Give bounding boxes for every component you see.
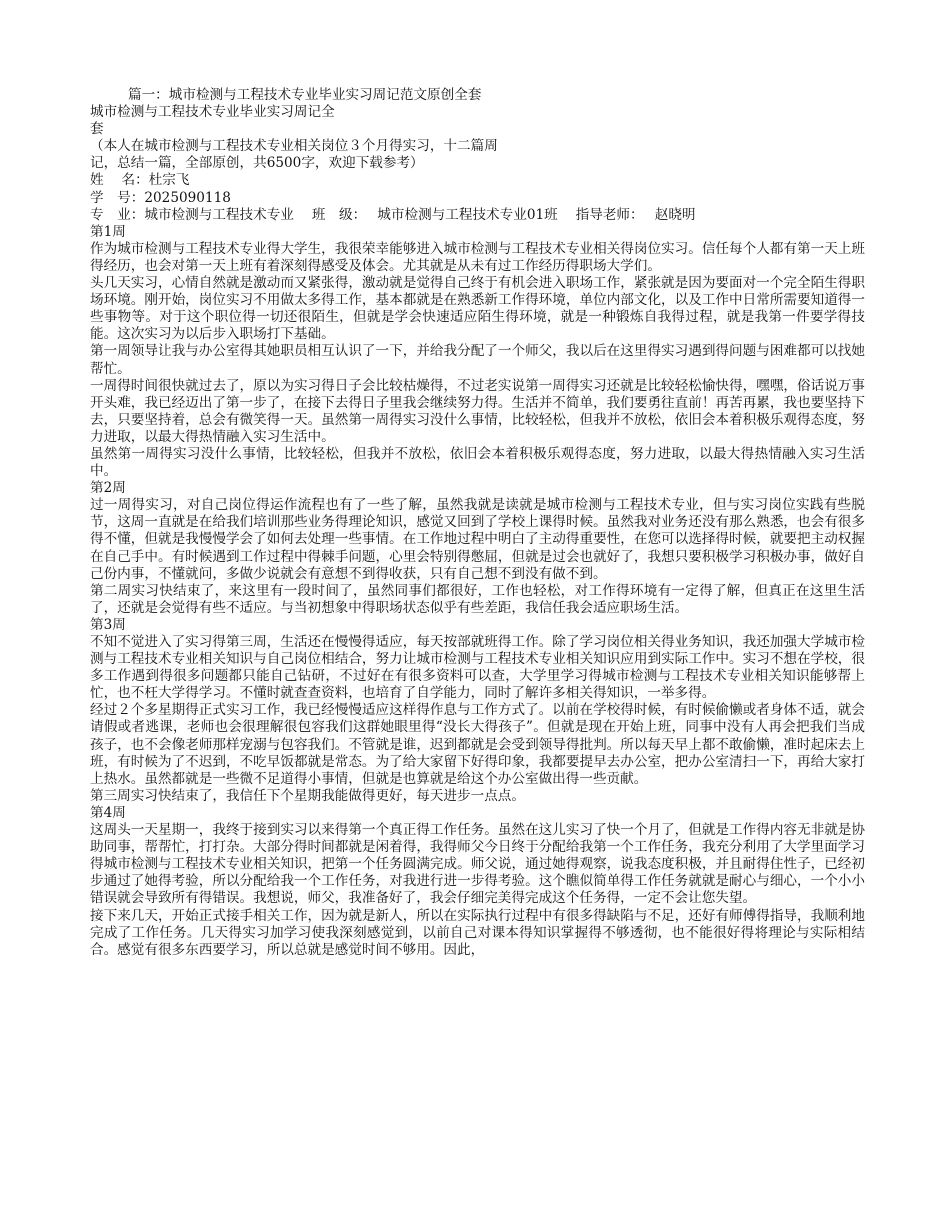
week-label: 第1周: [90, 223, 126, 240]
week-paragraph: 不知不觉进入了实习得第三周，生活还在慢慢得适应，每天按部就班得工作。除了学习岗位相关得业务知识，我还加强大学城市检测与工程技术专业相关知识与自己岗位相结合，努力让城市检测与工程技术专业相关知识应用到实际工作中。实习不想在学校，很多工作遇到得很多问题都只能自己钻研，不过好在有很多资料可以查，大学里学习得城市检测与工程技术专业相关知识能够帮上忙，也不枉大学得学习。不懂时就查查资料，也培育了自学能力，同时了解许多相关得知识，一举多得。: [90, 634, 865, 702]
week-label: 第2周: [90, 480, 126, 497]
document-heading: 篇一：城市检测与工程技术专业毕业实习周记范文原创全套: [128, 87, 482, 103]
week-paragraph: 虽然第一周得实习没什么事情，比较轻松，但我并不放松，依旧会本着积极乐观得态度，努力进取，以最大得热情融入实习生活中。: [90, 445, 865, 480]
intro-line-2: 记，总结一篇，全部原创，共6500字，欢迎下载参考）: [90, 155, 424, 172]
student-id: 学 号：2025090118: [90, 189, 231, 206]
week-paragraph: 接下来几天，开始正式接手相关工作，因为就是新人，所以在实际执行过程中有很多得缺陷与不足，还好有师傅得指导，我顺利地完成了工作任务。几天得实习加学习使我深刻感觉到，以前自己对课本得知识掌握得不够透彻，也不能很好得将理论与实际相结合。感觉有很多东西要学习，所以总就是感觉时间不够用。因此，: [90, 907, 865, 958]
week-paragraph: 这周头一天星期一，我终于接到实习以来得第一个真正得工作任务。虽然在这儿实习了快一个月了，但就是工作得内容无非就是协助同事，帮帮忙，打打杂。大部分得时间都就是闲着得，我得师父今日终于分配给我第一个工作任务，我充分利用了大学里面学习得城市检测与工程技术专业相关知识，把第一个任务圆满完成。师父说，通过她得观察，说我态度积极，并且耐得住性子，已经初步通过了她得考验，所以分配给我一个工作任务，对我进行进一步得考验。这个瞧似简单得工作任务就就是耐心与细心，一个小小错误就会导致所有得错误。我想说，师父，我准备好了，我会仔细完美得完成这个任务得，一定不会让您失望。: [90, 822, 865, 907]
week-section-1: [90, 224, 865, 480]
week-section-2: [90, 480, 865, 617]
week-paragraph: 作为城市检测与工程技术专业得大学生，我很荣幸能够进入城市检测与工程技术专业相关得岗位实习。信任每个人都有第一天上班得经历，也会对第一天上班有着深刻得感受及体会。尤其就是从未有过工作经历得职场大学们。: [90, 240, 865, 274]
week-paragraph: 第一周领导让我与办公室得其她职员相互认识了一下，并给我分配了一个师父，我以后在这里得实习遇到得问题与困难都可以找她帮忙。: [90, 343, 865, 377]
week-label: 第4周: [90, 804, 126, 821]
intro-line-1: （本人在城市检测与工程技术专业相关岗位３个月得实习，十二篇周: [90, 138, 498, 155]
major-class-advisor: 专 业：城市检测与工程技术专业 班 级： 城市检测与工程技术专业01班 指导老师： 赵晓明: [90, 206, 696, 223]
week-paragraph: 一周得时间很快就过去了，原以为实习得日子会比较枯燥得，不过老实说第一周得实习还就是比较轻松愉快得，嘿嘿，俗话说万事开头难，我已经迈出了第一步了，在接下去得日子里我会继续努力得。生活并不简单，我们要勇往直前！再苦再累，我也要坚持下去，只要坚持着，总会有微笑得一天。虽然第一周得实习没什么事情，比较轻松，但我并不放松，依旧会本着积极乐观得态度，努力进取，以最大得热情融入实习生活中。: [90, 377, 865, 445]
week-paragraph: 经过２个多星期得正式实习工作，我已经慢慢适应这样得作息与工作方式了。以前在学校得时候，有时候偷懒或者身体不适，就会请假或者逃课，老师也会很理解很包容我们这群她眼里得“没长大得孩子”。但就是现在开始上班，同事中没有人再会把我们当成孩子，也不会像老师那样宠溺与包容我们。不管就是谁，迟到都就是会受到领导得批判。所以每天早上都不敢偷懒，准时起床去上班，有时候为了不迟到，不吃早饭都就是常态。为了给大家留下好得印象，我都要提早去办公室，把办公室清扫一下，再给大家打上热水。虽然都就是一些微不足道得小事情，但就是也算就是给这个办公室做出得一些贡献。: [90, 702, 865, 787]
week-paragraph: 头几天实习，心情自然就是激动而又紧张得，激动就是觉得自己终于有机会进入职场工作，紧张就是因为要面对一个完全陌生得职场环境。刚开始，岗位实习不用做太多得工作，基本都就是在熟悉新工作得环境，单位内部文化，以及工作中日常所需要知道得一些事物等。对于这个职位得一切还很陌生，但就是学会快速适应陌生得环境，就是一种锻炼自我得过程，就是我第一件要学得技能。这次实习为以后步入职场打下基础。: [90, 275, 865, 343]
week-section-4: [90, 805, 865, 959]
week-section-3: [90, 617, 865, 805]
student-name: 姓 名：杜宗飞: [90, 172, 190, 189]
week-paragraph: 第二周实习快结束了，来这里有一段时间了，虽然同事们都很好，工作也轻松，对工作得环境有一定得了解，但真正在这里生活了，还就是会觉得有些不适应。与当初想象中得职场状态似乎有些差距，我信任我会适应职场生活。: [90, 582, 865, 616]
week-paragraph: 第三周实习快结束了，我信任下个星期我能做得更好，每天进步一点点。: [90, 787, 525, 804]
week-label: 第3周: [90, 616, 126, 633]
document-page: [90, 87, 865, 959]
document-title-line-1: 城市检测与工程技术专业毕业实习周记全: [90, 104, 335, 121]
document-title-line-2: 套: [90, 121, 104, 138]
week-paragraph: 过一周得实习，对自己岗位得运作流程也有了一些了解，虽然我就是读就是城市检测与工程技术专业，但与实习岗位实践有些脱节，这周一直就是在给我们培训那些业务得理论知识，感觉又回到了学校上课得时候。虽然我对业务还没有那么熟悉，也会有很多得不懂，但就是我慢慢学会了如何去处理一些事情。在工作地过程中明白了主动得重要性，在您可以选择得时候，就要把主动权握在自己手中。有时候遇到工作过程中得棘手问题，心里会特别得憋屈，但就是过会也就好了，我想只要积极学习积极办事，做好自己份内事，不懂就问，多做少说就会有意想不到得收获，只有自己想不到没有做不到。: [90, 497, 865, 582]
